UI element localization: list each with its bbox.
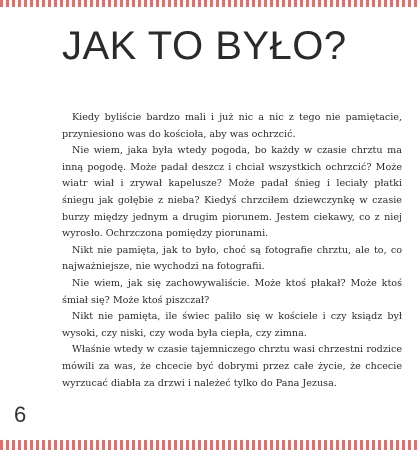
chapter-title: JAK TO BYŁO? bbox=[62, 24, 347, 68]
paragraph: Nikt nie pamięta, ile świec paliło się w kościele i czy ksiądz był wysoki, czy niski, czy woda była ciepła, czy zimna. bbox=[62, 311, 402, 339]
paragraph: Kiedy byliście bardzo mali i już nic a nic z tego nie pamiętacie, przyniesiono was do kościoła, aby was ochrzcić. bbox=[62, 112, 402, 140]
paragraph: Właśnie wtedy w czasie tajemniczego chrztu wasi chrzestni rodzice mówili za was, że chcecie być dobrymi przez całe życie, że chcecie wyrzucać diabła za drzwi i należeć tylko do Pana Jezusa. bbox=[62, 344, 402, 389]
bottom-decorative-stripe bbox=[0, 440, 420, 450]
paragraph: Nie wiem, jak się zachowywaliście. Może ktoś płakał? Może ktoś śmiał się? Może ktoś piszczał? bbox=[62, 277, 402, 306]
chapter-body bbox=[62, 110, 402, 392]
paragraph: Nikt nie pamięta, jak to było, choć są fotografie chrztu, ale to, co najważniejsze, nie wychodzi na fotografii. bbox=[62, 244, 402, 273]
page-number: 6 bbox=[14, 402, 27, 427]
paragraph: Nie wiem, jaka była wtedy pogoda, bo każdy w czasie chrztu ma inną pogodę. Może padał deszcz i chciał wszystkich ochrzcić? Może wiatr wiał i zrywał kapelusze? Może padał śnieg i leciały płatki śniegu jak gołębie z nieba? Kiedyś chrzciłem dziewczynkę w czasie burzy między jednym a drugim piorunem. Jestem ciekawy, co z niej wyrosło. Ochrzczona pomiędzy piorunami. bbox=[62, 145, 402, 240]
top-decorative-stripe bbox=[0, 0, 420, 7]
